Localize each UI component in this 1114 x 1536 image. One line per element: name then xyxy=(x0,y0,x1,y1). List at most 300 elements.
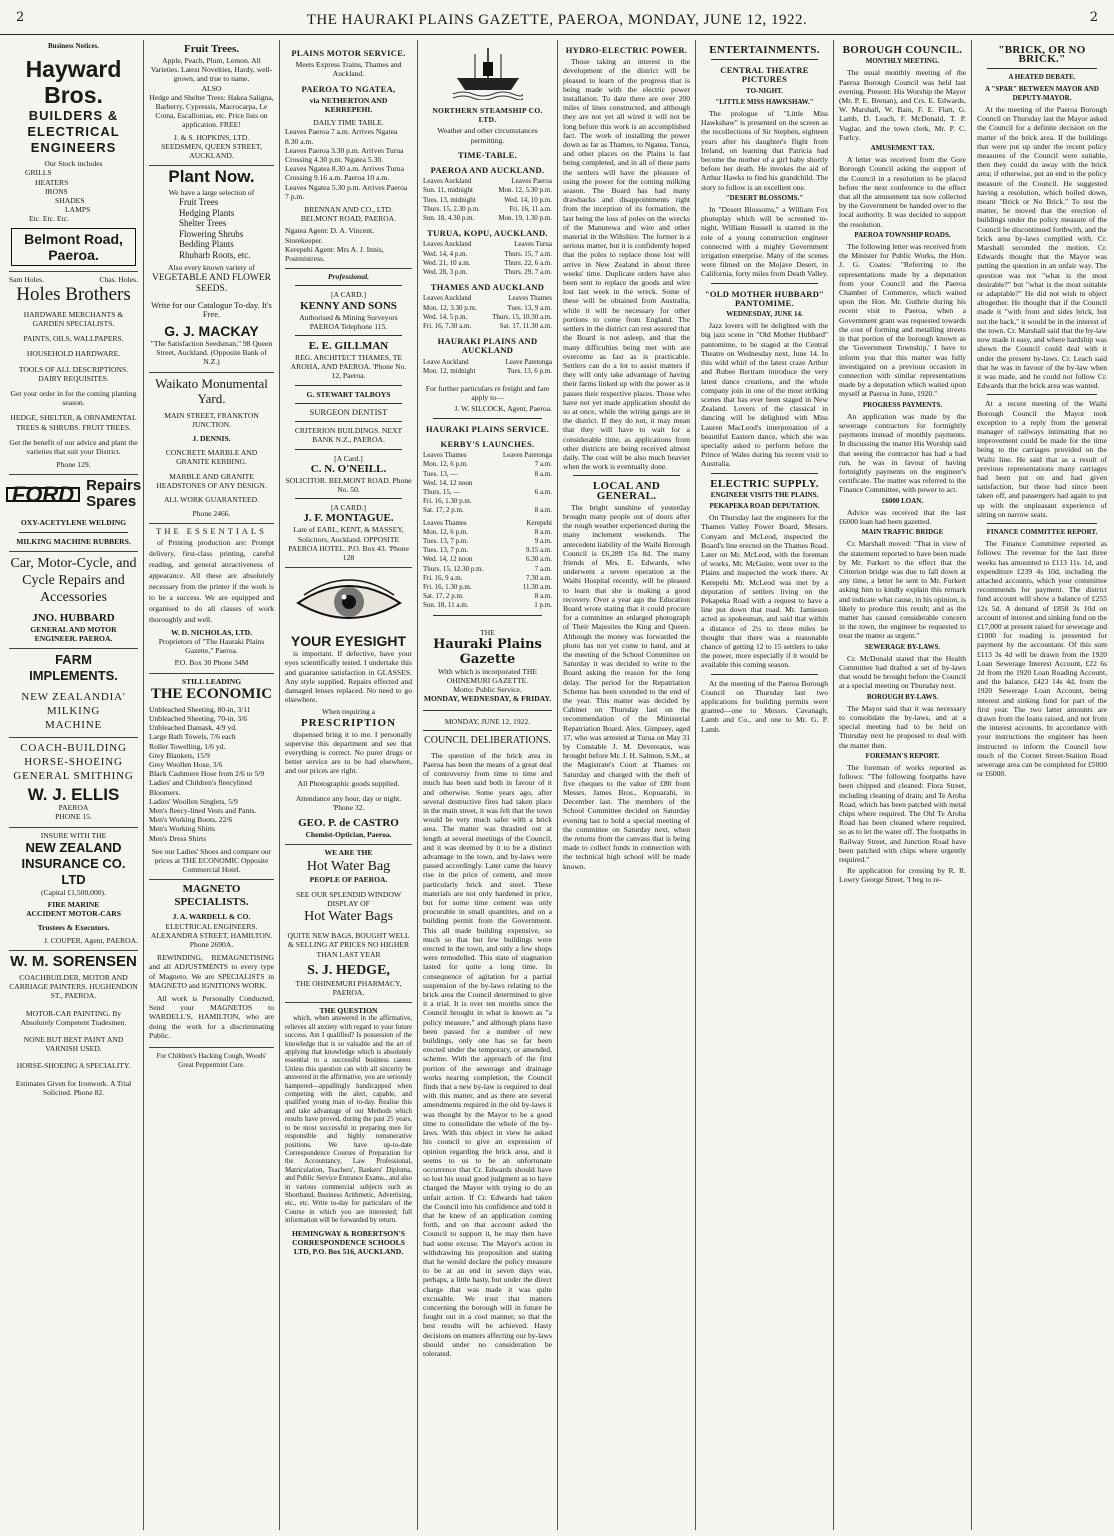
trustees-line: Trustees & Executors. xyxy=(37,922,110,932)
table-cell: Mon. 12, 6 p.m. xyxy=(423,527,468,536)
township-text: The following letter was received from the Minister for Public Works, the Hon. J. G. Coates: "Referring to the representations made by a deputation from your Council and the Paeroa Chamber of Commerce, which waited upon the Hon. Mr. Guthrie during his recent visit to Paeroa, when a Government grant was requested towards the cost of forming and metalling streets in that portion of the borough known as the 'Government Township,' I have to inform you that this matter was fully investigated on a previous occasion in connection with similar representations made by a deputation which waited upon myself at Paeroa in June, 1920." xyxy=(839,242,966,399)
weather-line: Weather and other circumstances permitting. xyxy=(437,126,538,145)
spar-sub: A "SPAR" BETWEEN MAYOR AND DEPUTY-MAYOR. xyxy=(985,84,1099,102)
holes-line: TOOLS OF ALL DESCRIPTIONS. DAIRY REQUISITES. xyxy=(18,364,129,383)
holes-line: HOUSEHOLD HARDWARE. xyxy=(26,349,121,359)
table-cell: Mon. 12, 3.30 p.m. xyxy=(423,303,477,312)
oneill-name: C. N. O'NEILL. xyxy=(310,462,387,475)
dennis-line: ALL WORK GUARANTEED. xyxy=(163,495,260,505)
table-row xyxy=(423,196,552,205)
economic-item: Unbleached Damask, 4/9 yd. xyxy=(149,723,237,733)
table-header-cell: Leaves Auckland xyxy=(423,177,472,186)
kenny-sub: Authorised & Mining Surveyors PAEROA Telephone 115. xyxy=(299,312,398,331)
gillman-name: E. E. GILLMAN xyxy=(308,340,389,353)
table-row xyxy=(423,304,552,313)
table-cell: Sun. 18, 4.30 p.m. xyxy=(423,214,475,223)
holes-partner: Chas. Holes. xyxy=(99,274,138,284)
table-cell: Wed. 14, 10 p.m. xyxy=(504,195,552,204)
question-text: which, when answered in the affirmative, relieves all anxiety with regard to your future success. Am I qualified? Is possession of the knowledge that is so valuable and the art of applying that knowledge which is absolutely essential to a successful business career. Unless this question can with all sincerity be answered in the affirmative, you are seriously hampered—appallingly handicapped when competing with the alert, capable, and qualified young man of to-day. Realise this and take advantage of our Methods which results have proved, during the past 25 years, to be most successful in preparing men for responsible and highly remunerative positions. We have up-to-date Correspondence Courses of Preparation for the Accountancy, Law Professional, Matriculation, Teachers', Bankers' Diploma, and Public Service Entrance Exams., and also in various commercial subjects such as Shorthand, Business Arithmetic, Advertising, etc., etc. Write to-day for particulars of the Course in which you are interested; full information will be forwarded by return. xyxy=(285,1015,412,1225)
table-row xyxy=(423,497,552,506)
borough-heading: BOROUGH COUNCIL. xyxy=(842,44,963,56)
fire-line: FIRE MARINE xyxy=(47,900,100,910)
further-line: For further particulars re freight and fare apply to— xyxy=(425,384,550,403)
table-row xyxy=(423,322,552,331)
dennis-line: Phone 2466. xyxy=(192,509,231,519)
divider xyxy=(573,475,680,476)
foreman-text: The foreman of works reported as follows: "The following footpaths have been chipped and cleaned: Flora Street, including cleaning of drain; and Te Aroha Road, which has been patched with metal chips where required. The Old Te Aroha Road has been cleaned where required, so as to let the water off. The footpaths in Railway Street, and Junction Road have been patched with chips where urgently required." xyxy=(839,763,966,865)
ford-services xyxy=(86,478,141,510)
table-cell: 7 a.m. xyxy=(534,460,552,469)
hotwater-heading-2: Hot Water Bags xyxy=(304,909,393,925)
column-7 xyxy=(834,40,972,1530)
engineer-sub: ENGINEER VISITS THE PLAINS. xyxy=(710,490,819,499)
table-cell: Fri. 16, 9 a.m. xyxy=(423,573,463,582)
table-row xyxy=(423,506,552,515)
plains-sub: Meets Express Trains, Thames and Auckland. xyxy=(295,60,402,79)
table-row xyxy=(423,537,552,546)
hayward-item: SHADES xyxy=(55,196,85,206)
route-heading: HAURAKI PLAINS AND AUCKLAND xyxy=(437,336,538,356)
plant-item: Rhubarb Roots, etc. xyxy=(179,249,251,260)
table-header xyxy=(423,240,552,249)
agent-line: Kerepehi Agent: Mrs A. J. Innis, Postmistress. xyxy=(285,244,384,264)
loan-sub: £6000 LOAN. xyxy=(881,496,924,505)
desert-text: In "Desert Blossoms," a William Fox photoplay which will be screened to-night, William Russell is starred in the role of a young construction engineer connected with a mighty Government irrigation enterprise. Many of the scenes were filmed on the Mojave Desert, in California, forty miles from Death Valley. xyxy=(701,205,828,279)
column-8 xyxy=(972,40,1112,1530)
gazette-nameplate: Hauraki Plains Gazette xyxy=(433,636,542,667)
table-cell: Thurs. 15, 12.30 p.m. xyxy=(423,564,484,573)
quite-line: QUITE NEW BAGS, BOUGHT WELL & SELLING AT PRICES NO HIGHER THAN LAST YEAR xyxy=(287,931,410,959)
gazette-motto: Motto: Public Service. xyxy=(453,685,522,695)
route-line: via NETHERTON AND KERREPEHI. xyxy=(309,95,388,115)
timetable-heading: DAILY TIME TABLE. xyxy=(313,118,384,128)
capital-line: (Capital £1,500,000). xyxy=(41,887,106,897)
waikato-sub: MAIN STREET, FRANKTON JUNCTION. xyxy=(164,410,259,429)
route-heading: TURUA, KOPU, AUCKLAND. xyxy=(427,228,548,239)
steamship-icon xyxy=(453,44,523,100)
nz-line: NEW ZEALANDIA' xyxy=(21,691,126,704)
table-cell: Thurs. 22, 6 a.m. xyxy=(504,258,552,267)
hayward-item: IRONS xyxy=(45,186,68,196)
local-heading: LOCAL AND GENERAL. xyxy=(592,480,661,502)
central-heading: CENTRAL THEATRE PICTURES xyxy=(720,65,809,85)
brick-text: At the meeting of the Paeroa Borough Council on Thursday last the Mayor asked the Council for a definite decision on the matter of the brick area. If the buildings that were put up under the recent policy measures of the Council were suitable, then they could do away with the brick area; if otherwise, put an end to the policy measure of the Council. He suggested having a resolution, which boiled down, meant "Brick or No Brick." To test the matter, he moved that the erection of buildings under the policy measure of the Council be discontinued forthwith, and the brick area by-laws complied with. Cr. Marshall seconded the motion. Cr. Edwards thought that the Mayor was putting the question in an unfair way. The question was not "what is the most desirable?" but "what is the most suitable or adaptable?" He did not wish to object altogether. He thought that if the Council made it "with front and sides brick, but not the back," it would be in the interest of the town. Cr. Marshall said that the by-law now made it easy, and where hardship was shown the Council could deal with it under the present by-laws. Cr. Leach said that he was in favour of the by-law when it was made, and he could not follow Cr. Edwards that the brick area was wanted. xyxy=(977,105,1107,391)
talboys-name: G. STEWART TALBOYS xyxy=(306,389,391,399)
table-cell: Fri. 16, 7.30 a.m. xyxy=(423,322,472,331)
table-header-cell: Leaves Turua xyxy=(514,240,552,249)
prescription-text: dispensed bring it to me. I personally supervise this department and see that everything is correct. No purer drugs or better service are to be had elsewhere, and our prices are right. xyxy=(285,729,412,776)
farm-heading: FARM IMPLEMENTS. xyxy=(29,652,118,684)
table-cell: Thurs. 15, 2.30 p.m. xyxy=(423,204,480,213)
oneill-sub: SOLICITOR. BELMONT ROAD. Phone No. 50. xyxy=(285,475,412,494)
table-cell: Sun. 18, 11 a.m. xyxy=(423,601,469,610)
table-cell: Tues. 13, — xyxy=(423,469,458,478)
table-row xyxy=(423,565,552,574)
hedge-name: S. J. HEDGE, xyxy=(307,962,390,978)
table-cell: Wed. 14, 12 noon xyxy=(423,478,473,487)
ad-economic xyxy=(149,674,274,881)
table-header-cell: Leaves Patetonga xyxy=(502,451,552,460)
eyesight-heading: YOUR EYESIGHT xyxy=(290,633,407,650)
sorensen-sub: COACHBUILDER, MOTOR AND CARRIAGE PAINTERS. HUGHENDON ST., PAEROA. xyxy=(9,972,138,1001)
dennis-line: CONCRETE MARBLE AND GRANITE KERBING. xyxy=(165,448,258,467)
timetable-line: Leaves Paeroa 3.30 p.m. Arrives Turua Crossing 4.30 p.m. Ngatea 5.30. xyxy=(285,145,404,165)
economic-item: Men's Working Boots, 22/6 xyxy=(149,815,233,825)
plant-heading: Plant Now. xyxy=(168,167,255,187)
table-cell: 1 p.m. xyxy=(534,601,552,610)
table-row xyxy=(423,367,552,376)
table-cell: Fri. 16, 1.30 p.m. xyxy=(423,582,472,591)
ad-ellis xyxy=(9,738,138,827)
ad-sorensen xyxy=(9,951,138,1102)
fruit-line: Apple, Peach, Plum, Lemon. All Varieties. Latest Novelties, Hardy, well-grown, and true to name. xyxy=(150,56,273,84)
desert-heading: "DESERT BLOSSOMS." xyxy=(725,193,804,202)
table-cell: Wed. 28, 3 p.m. xyxy=(423,268,468,277)
insure-line: INSURE WITH THE xyxy=(40,830,107,840)
ford-banner xyxy=(9,477,142,511)
economic-item: Unbleached Sheeting, 80-in, 3/11 xyxy=(149,704,251,714)
page-number-left: 2 xyxy=(16,10,25,25)
brick-heading: "BRICK, OR NO BRICK." xyxy=(998,44,1086,66)
professional-heading: Professional. xyxy=(327,272,370,282)
ad-ford-repairs xyxy=(9,475,142,551)
electric-heading: ELECTRIC SUPPLY. xyxy=(710,477,819,490)
eyesight-text: is important. If defective, have your eyes scientifically tested. I undertake this and guarantee satisfaction in GLASSES. Any style supplied. Repairs effected and damaged lenses replaced. No need to go elsewhere. xyxy=(285,649,412,705)
bridge-sub: MAIN TRAFFIC BRIDGE xyxy=(861,528,944,537)
heated-sub: A HEATED DEBATE. xyxy=(1008,73,1076,82)
ford-spares: Spares xyxy=(86,493,137,511)
local-text: The bright sunshine of yesterday brought many people out of doors after the rough weather experienced during the many inclement weekends. The antecedent liability of the Waihi Borough Council is £6,289 15s 8d. The many friends of Mrs. E. Edwards, who underwent a severe operation at the Waihi Hospital recently, will be pleased to learn that she is making a good recovery. Over a year ago the Education Board wrote stating that it could procure for a committee an enlarged photograph of Their Majesties the King and Queen. Although the money was forwarded the photo has not yet come to hand, and at the meeting of the School Committee on Saturday it was decided to write to the Board asking the reason for the long delay. The period for the Repatriation Scheme has been extended to the end of the year. This matter was decided by Cabinet on Thursday last on the recommendation of the Ministerial Repatriation Board. Alex. Gimpsey, aged 17, who was arrested at Turua on May 31 by Constable J. M. Devereaux, was brought before Mr. J. H. Salmon, S.M., at the Magistrate's Court at Thames on Saturday and charged with the theft of five cheques to the value of £80 from Messrs. James Bros., Kopuarahi, in December last. The members of the School Committee decided on Saturday evening last to hold a special meeting of the committee on Saturday next, when the returns from the canvass that is being made to collect funds in connection with the technical high school will be made known. xyxy=(563,502,690,871)
column-1 xyxy=(4,40,144,1530)
ellis-sub: PAEROA xyxy=(58,803,89,813)
table-cell: Thurs. 15, 7 a.m. xyxy=(504,249,552,258)
plains-heading: PLAINS MOTOR SERVICE. xyxy=(291,48,406,58)
timetable-line: Leaves Paeroa 7 a.m. Arrives Ngatea 8.30 a.m. xyxy=(285,127,398,146)
divider xyxy=(295,421,402,422)
editorial-text: The question of the brick area in Paeroa has been the means of a great deal of controversy from time to time and much has been said both in favour of it and otherwise. Some years ago, after several destructive fires had taken place in the main street, it was felt that the town would be very much safer with a brick area. The matter was thrashed out at length at several meetings of the Council, and it was deemed by it to be a distinct advantage to the town, and by-laws were passed accordingly. Later came the heavy rise in the price of cement, and more particularly brick and steel. These materials are not only hardened in price, but for some time cement was only procurable in small quantities, and on a building permit from the Government. This all made building expensive, so much so that but few buildings were erected in the town, and only a few shops were remodelled. This state of stagnation lasted for quite a long time. In consequence of agitation for a partial suspension of the by-laws relating to the brick area the Council determined to give it a trial. It is over ten months since the Council brought in what is known as "a policy measure," and although plans have been passed for a number of new buildings, only one has so far been erected under the temporary, or amended, scheme. With the approach of the first portion of the sewerage and drainage works nearing completion, the Council finds that a new by-law is required to deal with this matter, and as there are several amendments required in the old by-laws it was thought by the Mayor to be a good time to consolidate the whole of the by-laws. With this object in view he asked his council to give an expression of opinion regarding the brick area, and it seems to us to be an unfortunate occurrence that Cr. Edwards should have so lost his usual good judgment as to have charged the Mayor with trying to do an unfair action. If Cr. Edwards had taken the Council into his confidence and told it that he knew of an application coming forth, and on that account asked the Council to support it, he may then have had some excuse. The Mayor's action in withdrawing his proposition and stating that he would declare the policy measure to be at an end in seven days was, perhaps, a little hasty, but under the direct charge that was made it was quite excusable. We trust that matters concerning the borough will in future be fought out in a cool manner, so that the best results will be achieved. Hasty decisions on matters affecting our by-laws should under no consideration be tolerated. xyxy=(423,750,552,1358)
finance-text: The Finance Committee reported as follows: The revenue for the last three weeks has amounted to £113 11s. 1d, and expenditure £239 4s 10d, including the attached accounts, which your committee recommends for payment. The district fund account will show a balance of £255 12s 5d. A demand of £858 3s 10d on account of interest and sinking fund on the £17,000 at present raised for sewerage and £1000 for roading is presented for payment by the accountant. Of this sum £113 3s 4d will be drawn from the 1920 Loan Sewerage Interest Account, £22 6s 2d from the 1920 Loan Roading Account, and the balance, £423 14s 4d, from the 1920 Sewerage Loan Account, being interest and sinking fund for part of the first year. The two latter amounts are drawn from the loans raised, and not from the interest accounts. In accordance with your instructions the engineer has been instructed to inform the Council how much of the Cornet Street-Station Road sewerage area can be completed for £5000 or £6000. xyxy=(977,539,1107,779)
hotwater-sub: PEOPLE OF PAEROA. xyxy=(309,874,388,884)
sorensen-line: NONE BUT BEST PAINT AND VARNISH USED. xyxy=(23,1034,124,1054)
divider xyxy=(295,449,402,450)
hubbard-name: JNO. HUBBARD xyxy=(32,611,115,624)
hemingway-name: HEMINGWAY & ROBERTSON'S CORRESPONDENCE SCHOOLS LTD, P.O. Box 516, AUCKLAND. xyxy=(291,1228,406,1256)
column-3 xyxy=(280,40,418,1530)
economic-item: Large Bath Towels, 7/6 each xyxy=(149,732,236,742)
nz-line: MACHINE xyxy=(45,719,102,732)
table-row xyxy=(423,259,552,268)
ad-hubbard xyxy=(9,552,138,649)
table-cell: 9.15 a.m. xyxy=(525,546,552,555)
table-row xyxy=(423,470,552,479)
sorensen-line: HORSE-SHOEING A SPECIALITY. xyxy=(16,1061,131,1071)
progress-text: An application was made by the sewerage contractors for fortnightly payments instead of monthly payments. In discussing the matter His Worship said that seeing the contractor has had a bad run, he was in favour of having fortnightly payments on the engineer's certificate. The matter was referred to the Finance Committee, with power to act. xyxy=(839,411,966,495)
rewind-text: All work is Personally Conducted. Send your MAGNETOS to WARDELL'S, HAMILTON, who are doing the work for a discriminating Public. xyxy=(149,993,274,1040)
ad-nz-insurance xyxy=(9,828,138,951)
table-row xyxy=(423,250,552,259)
table-cell: 8 a.m. xyxy=(534,506,552,515)
kerby-heading: KERBY'S LAUNCHES. xyxy=(440,438,535,449)
hedge-sub: THE OHINEMURI PHARMACY, PAEROA. xyxy=(295,978,402,997)
table-cell: Sat. 17, 2 p.m. xyxy=(423,592,464,601)
hubbard-heading: "OLD MOTHER HUBBARD" PANTOMIME. xyxy=(704,288,825,308)
table-row xyxy=(423,313,552,322)
amuse-text: A letter was received from the Gore Borough Council asking the support of the Council in a resolution to be placed before the next conference to the effect that all the amusement tax now collected by the Government be handed over to the local authority. It was decided to support the resolution. xyxy=(839,155,966,229)
table-cell: Thurs. 29, 7 a.m. xyxy=(504,268,552,277)
table-cell: 8 a.m. xyxy=(534,592,552,601)
table-header xyxy=(423,294,552,303)
hayward-name: Hayward Bros. xyxy=(25,56,122,109)
hayward-trade: BUILDERS & ELECTRICAL ENGINEERS xyxy=(27,108,120,156)
waikato-heading: Waikato Monumental Yard. xyxy=(155,375,268,406)
ad-hot-water-bags xyxy=(285,845,412,1003)
northern-heading: NORTHERN STEAMSHIP CO. LTD. xyxy=(432,106,543,125)
table-row xyxy=(423,488,552,497)
divider xyxy=(423,730,552,731)
nicholas-name: W. D. NICHOLAS, LTD. xyxy=(170,627,253,637)
ford-line: MILKING MACHINE RUBBERS. xyxy=(16,536,131,546)
plant-item: Shelter Trees xyxy=(179,218,227,229)
hubbard-sub: GENERAL AND MOTOR ENGINEER. PAEROA. xyxy=(30,624,117,644)
ellis-name: W. J. ELLIS xyxy=(27,785,120,805)
plant-item: Flowering Shrubs xyxy=(179,228,244,239)
column-5 xyxy=(558,40,696,1530)
photo-line: All Photographic goods supplied. xyxy=(297,778,400,788)
table-cell: Wed. 14, 4 p.m. xyxy=(423,249,468,258)
table-header-cell: Leaves Paeroa xyxy=(511,177,552,186)
ford-line: OXY-ACETYLENE WELDING xyxy=(20,518,127,528)
divider xyxy=(433,418,542,419)
business-notices-heading: Business Notices. xyxy=(48,42,99,50)
dennis-line: MARBLE AND GRANITE HEADSTONES OF ANY DESIGN. xyxy=(156,471,267,490)
table-row xyxy=(423,546,552,555)
brennan-name: BRENNAN AND CO., LTD. BELMONT ROAD, PAEROA. xyxy=(300,205,397,224)
economic-item: Grey Blankets, 15/9 xyxy=(149,750,210,760)
timetable-line: Leaves Ngatea 8.30 a.m. Arrives Turua Crossing 9.16 a.m. Paeroa 10 a.m. xyxy=(285,164,404,183)
hubbard-text: Jazz lovers will be delighted with the big jazz scene in "Old Mother Hubbard" pantomime, to be staged at the Central Theatre on Wednesday next, June 14. In this wild whirl of the latest craze Arthur and Rubee Bertram introduce the very latest dance creations, and the whole company join in one of the most striking scenes that has ever been staged in New Zealand. Lovers of the classical in dancing will be delighted with Miss Lauren MacLeod's interpretation of a beautiful Eastern dance, which she was specially asked to perform before the Prince of Wales during his recent visit to Australia. xyxy=(701,321,828,469)
hayward-stock: Our Stock includes xyxy=(44,159,103,169)
economic-item: Roller Towelling, 1/6 yd. xyxy=(149,741,226,751)
table-cell: 7 a.m. xyxy=(534,564,552,573)
page-number-right: 2 xyxy=(1089,10,1098,25)
hayward-item: Etc. Etc. Etc. xyxy=(29,214,69,224)
ad-plant-now xyxy=(149,166,274,372)
holes-line: Get the benefit of our advice and plant the varieties that suit your District. xyxy=(9,437,138,457)
table-cell: Tues. 13, 7 p.m. xyxy=(423,546,469,555)
essentials-heading: THE ESSENTIALS xyxy=(156,526,267,537)
hayward-address: Belmont Road, Paeroa. xyxy=(11,228,136,266)
catalog-line: Write for our Catalogue To-day. It's Free. xyxy=(151,299,272,319)
table-header-cell: Leaves Thames xyxy=(423,518,467,527)
hayward-item: GRILLS xyxy=(25,168,52,178)
table-cell: Tues. 13, 9 a.m. xyxy=(507,303,552,312)
silcock-agent: J. W. SILCOCK, Agent, Paeroa. xyxy=(454,404,552,414)
montague-name: J. F. MONTAGUE. xyxy=(303,512,394,525)
township-sub: PAEROA TOWNSHIP ROADS. xyxy=(854,230,951,239)
ellis-phone: PHONE 15. xyxy=(55,812,92,822)
waihi-text: At a recent meeting of the Waihi Borough Council the Mayor took exception to a reply from the general manager of railways intimating that no improvement could be made for the time being to the carriages provided on the Waihi line. He said that as a result of previous representations many carriages had been put on and had given satisfaction, but these had since been taken off, and passengers had again to put up with the unpleasant experience of sitting on narrow seats. xyxy=(977,399,1107,519)
column-6 xyxy=(696,40,834,1530)
plant-intro: We have a large selection of xyxy=(168,188,255,198)
table-cell: Wed. 21, 10 a.m. xyxy=(423,258,471,267)
eye-icon xyxy=(294,575,404,629)
card-label: [A CARD.] xyxy=(330,290,367,300)
divider xyxy=(987,394,1097,395)
economic-foot: See our Ladies' Shoes and compare our prices at THE ECONOMIC Opposite Commercial Hotel. xyxy=(151,846,272,875)
table-row xyxy=(423,528,552,537)
divider xyxy=(711,473,818,474)
finance-sub: FINANCE COMMITTEE REPORT. xyxy=(986,527,1098,536)
dennis-name: J. DENNIS. xyxy=(192,434,231,444)
table-row xyxy=(423,583,552,592)
rewind-text: REWINDING, REMAGNETISING and all ADJUSTMENTS to every type of Magneto. We are SPECIALISTS in MAGNETO and IGNITIONS WORK. xyxy=(149,953,274,990)
newspaper-title: THE HAURAKI PLAINS GAZETTE, PAEROA, MONDAY, JUNE 12, 1922. xyxy=(306,12,808,28)
table-row xyxy=(423,601,552,610)
table-header-cell: Leaves Auckland xyxy=(423,240,472,249)
divider xyxy=(987,68,1097,69)
holes-line: Get your order in for the coming planting season. xyxy=(10,389,137,408)
economic-item: Black Cashmere Hose from 2/6 to 5/9 xyxy=(149,769,265,779)
hopkins-name: J. & S. HOPKINS, LTD. xyxy=(173,132,250,142)
bridge-text: Cr. Marshall moved: "That in view of the statement reported to have been made by Mr. Furkert to the effect that the Criterion bridge was due to fall down at any time, a letter be sent to Mr. Furkert asking him to kindly explain this remark and indicate what cause, in his opinion, is likely to produce this result; and as the matter has caused considerable concern in the town, the engineer be requested to treat the matter as urgent." xyxy=(839,539,966,641)
leading-line: STILL LEADING xyxy=(181,676,242,686)
divider xyxy=(711,59,818,60)
borough-text: The usual monthly meeting of the Paeroa Borough Council was held last evening. Present: His Worship the Mayor (Mr. P. E. Brenan), and Crs. E. Edwards, W. Marshall, W. Bain, F. E. Flatt, G. Lamb, D. Leach, F. McDonald, T. P. Vuglar, and the town clerk, Mr. P. C. Furlcy. xyxy=(839,68,966,142)
montague-sub: Late of EARL, KENT, & MASSEY, Solicitors, Auckland. OPPOSITE PAEROA HOTEL. P.O. Box 43. 'Phone 128 xyxy=(288,525,409,562)
nz-line: MILKING xyxy=(46,705,101,718)
table-row xyxy=(423,574,552,583)
nicholas-sub: Proprietors of "The Hauraki Plains Gazette," Paeroa. xyxy=(158,636,265,656)
criterion-line: CRITERION BUILDINGS. NEXT BANK N.Z., PAEROA. xyxy=(294,426,403,445)
essentials-text: of Printing production are: Prompt delivery, first-class printing, careful reading, and general attractiveness of appearance. All these are absolutely necessary from the printer if the work is to be a success. We are equipped and organised to do all classes of work thoroughly and well. xyxy=(149,537,274,624)
card-label: [A CARD.] xyxy=(330,503,367,513)
card-label: [A Card.] xyxy=(334,453,363,463)
hopkins-sub: SEEDSMEN, QUEEN STREET, AUCKLAND. xyxy=(161,141,262,161)
economic-item: Ladies' and Children's fleecylined Bloomers. xyxy=(149,778,252,797)
ad-eyesight xyxy=(285,568,412,845)
table-cell: Wed. 14, 12 noon xyxy=(423,555,473,564)
plant-also: Also every known variety of xyxy=(168,263,255,273)
tonight-line: TO-NIGHT. xyxy=(746,86,783,95)
electric-text: On Thursday last the engineers for the Thames Valley Power Board, Messrs. Conyam and McLeod, inspected the Board's line erected on the Thames Road. Later on Mr. McLeod, with the foreman of works, Mr. McGuire, went over to the Plains and inspected the work there. At Kerepehi Mr. McLeod was met by a deputation of settlers living on the Pekapeka Road with a request to have a line put down that road. Mr. Jamieson acted as spokesman, and said that within a distance of 2½ to three miles he thought that there was a reasonable chance of getting 12 to 15 settlers to take the power, more especially if it would be available this coming season. xyxy=(701,513,828,670)
table-header-cell: Leaves Auckland xyxy=(423,294,472,303)
route-heading: THAMES AND AUCKLAND xyxy=(430,282,545,293)
gazette-days: MONDAY, WEDNESDAY, & FRIDAY. xyxy=(423,694,552,704)
table-cell: 9 a.m. xyxy=(534,536,552,545)
bylaws-text: The Mayor said that it was necessary to consolidate the by-laws, and at a special meeting had to be held on Thursday next he proposed to deal with the matter then. xyxy=(839,703,966,750)
couper-agent: J. COUPER, Agent, PAEROA. xyxy=(43,935,138,945)
ad-plains-motor xyxy=(285,40,412,269)
divider xyxy=(295,285,402,286)
decastro-name: GEO. P. de CASTRO xyxy=(298,817,399,830)
economic-item: Men's Dress Shirts xyxy=(149,833,207,843)
loan-text: Advice was received that the last £6000 loan had been gazetted. xyxy=(839,507,966,526)
table-row xyxy=(423,555,552,564)
holes-name: Holes Brothers xyxy=(16,283,131,305)
table-cell: 7.30 a.m. xyxy=(525,573,552,582)
table-cell: 6.30 a.m. xyxy=(525,555,552,564)
holes-partners xyxy=(9,275,138,284)
ford-logo: FORD xyxy=(6,487,80,502)
hotwater-intro: WE ARE THE xyxy=(324,848,373,858)
table-cell: Mon. 12, 5.30 p.m. xyxy=(498,186,552,195)
table-cell: Fri. 16, 1.30 p.m. xyxy=(423,497,472,506)
holes-partner: Sam Holes. xyxy=(9,274,45,284)
ad-holes-brothers xyxy=(9,272,138,476)
divider xyxy=(295,498,402,499)
little-text: The prologue of "Little Miss Hawkshaw" is presented on the screen as the recollections of Sir Stephen, eighteen years after his daughter's flight from Ireland, on learning that Patricia had become the mother of a girl baby shortly before her death. He invokes the aid of Arthur Hawks to find his grandchild. The story to follow is an excellent one. xyxy=(701,109,828,192)
table-header xyxy=(423,177,552,186)
timetable-heading: TIME-TABLE. xyxy=(457,149,518,160)
hydro-heading: HYDRO-ELECTRIC POWER. xyxy=(565,45,688,55)
progress-sub: PROGRESS PAYMENTS. xyxy=(862,400,943,409)
table-row xyxy=(423,214,552,223)
table-header-cell: Leave Patetonga xyxy=(505,357,552,366)
table-cell: Thurs. 15, — xyxy=(423,487,461,496)
table-cell: Sat. 17, 2 p.m. xyxy=(423,506,464,515)
divider xyxy=(711,674,818,675)
economic-name: THE ECONOMIC xyxy=(150,685,273,702)
table-cell: Thurs. 15, 10.30 a.m. xyxy=(492,312,552,321)
timetable-lines xyxy=(285,127,412,201)
entertainments-heading: ENTERTAINMENTS. xyxy=(709,44,820,56)
accident-line: ACCIDENT MOTOR-CARS xyxy=(26,909,121,919)
nz-insurance-name: NEW ZEALAND INSURANCE CO. LTD xyxy=(21,839,126,887)
table-header xyxy=(423,519,552,528)
hotwater-heading: Hot Water Bag xyxy=(306,858,391,874)
table-row xyxy=(423,205,552,214)
plant-list xyxy=(149,197,274,260)
plant-item: Hedging Plants xyxy=(179,207,235,218)
table-cell: Tues. 13, midnight xyxy=(423,195,476,204)
prescription-heading: PRESCRIPTION xyxy=(300,716,397,729)
editorial-heading: COUNCIL DELIBERATIONS. xyxy=(424,734,551,746)
table-header xyxy=(423,451,552,460)
table-cell: Mon. 19, 1.30 p.m. xyxy=(498,214,552,223)
holes-line: HARDWARE MERCHANTS & GARDEN SPECIALISTS. xyxy=(23,309,124,329)
veg-heading: VEGETABLE AND FLOWER SEEDS. xyxy=(151,272,272,294)
holes-line: Phone 129. xyxy=(56,460,91,470)
divider xyxy=(295,385,402,386)
divider xyxy=(433,615,542,616)
service-heading: HAURAKI PLAINS SERVICE. xyxy=(425,423,550,434)
sorensen-line: MOTOR-CAR PAINTING. By Absolutely Competent Tradesmen. xyxy=(20,1008,127,1027)
ad-correspondence-schools xyxy=(285,1003,412,1261)
table-cell: Mon. 12, 6 p.m. xyxy=(423,460,468,469)
ad-professional xyxy=(285,269,412,568)
fruit-line: ALSO xyxy=(201,83,222,93)
wardell-name: J. A. WARDELL & CO. xyxy=(172,912,251,922)
ad-hayward-bros xyxy=(9,53,138,271)
ad-essentials xyxy=(149,524,274,673)
masthead xyxy=(0,0,1114,35)
bylaws-sub: BOROUGH BY-LAWS. xyxy=(866,692,939,701)
column-2 xyxy=(144,40,280,1530)
sewerage-text: Cr. McDonald stated that the Health Committee had drafted a set of by-laws that would be brought before the Council at a special meeting on Thursday next. xyxy=(839,653,966,691)
route-line: PAEROA TO NGATEA, xyxy=(301,83,396,94)
foreman-sub: FOREMAN'S REPORT. xyxy=(865,751,940,760)
ad-fruit-trees xyxy=(149,40,274,166)
table-header-cell: Kerepehi xyxy=(526,518,552,527)
divider xyxy=(423,710,552,711)
economic-item: Men's Working Shirts xyxy=(149,824,216,834)
kenny-name: KENNY AND SONS xyxy=(300,299,397,312)
table-header-cell: Leaves Thames xyxy=(423,451,467,460)
table-cell: 11.30 a.m. xyxy=(522,582,552,591)
agent-line: Ngatea Agent: D. A. Vincent, Storekeeper. xyxy=(285,226,375,245)
nz-milking xyxy=(9,690,138,732)
hayward-items xyxy=(9,168,138,223)
